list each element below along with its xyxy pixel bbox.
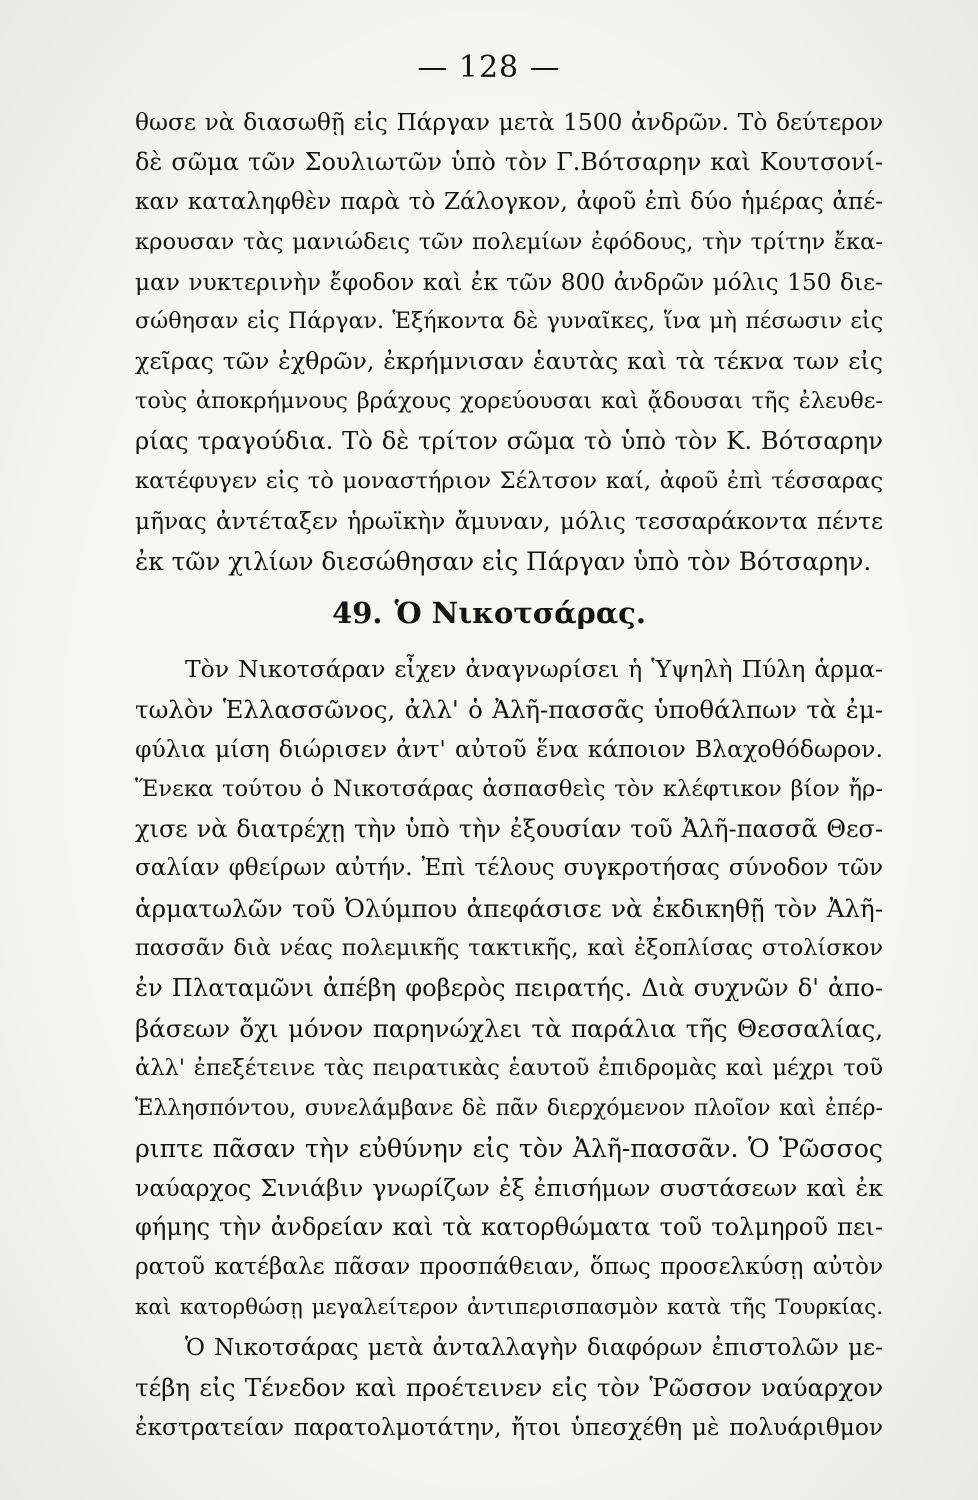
text-line: φήμης τὴν ἀνδρείαν καὶ τὰ κατορθώματα τοῦ τολμηροῦ πει-	[135, 1213, 883, 1242]
text-line: ἁρματωλῶν τοῦ Ὀλύμπου ἀπεφάσισε νὰ ἐκδικηθῇ τὸν Ἀλῆ-	[135, 894, 883, 924]
text-line: ἐκστρατείαν παρατολμοτάτην, ἤτοι ὑπεσχέθη μὲ πολυάριθμον	[135, 1413, 883, 1441]
text-line: τοὺς ἀποκρήμνους βράχους χορεύουσαι καὶ ᾄδουσαι τῆς ἐλευθε-	[135, 388, 883, 415]
text-line: τωλὸν Ἑλλασσῶνος, ἀλλ' ὁ Ἀλῆ-πασσᾶς ὑποθάλπων τὰ ἐμ-	[135, 694, 883, 724]
text-line: μαν νυκτερινὴν ἔφοδον καὶ ἐκ τῶν 800 ἀνδρῶν μόλις 150 διε-	[135, 268, 883, 296]
text-line: κρουσαν τὰς μανιώδεις τῶν πολεμίων ἐφόδους, τὴν τρίτην ἔκα-	[135, 228, 883, 255]
text-line: καν καταληφθὲν παρὰ τὸ Ζάλογκον, ἀφοῦ ἐπὶ δύο ἡμέρας ἀπέ-	[135, 188, 883, 215]
text-line: χισε νὰ διατρέχῃ τὴν ὑπὸ τὴν ἐξουσίαν τοῦ Ἀλῆ-πασσᾶ Θεσ-	[135, 814, 883, 843]
text-line: τέβη εἰς Τένεδον καὶ προέτεινεν εἰς τὸν Ῥῶσσον ναύαρχον	[135, 1373, 883, 1403]
text-line: φύλια μίση διώρισεν ἀντ' αὐτοῦ ἕνα κάποιον Βλαχοθόδωρον.	[135, 734, 883, 763]
text-line: Ὁ Νικοτσάρας μετὰ ἀνταλλαγὴν διαφόρων ἐπιστολῶν με-	[185, 1334, 883, 1362]
text-line: ριπτε πᾶσαν τὴν εὐθύνην εἰς τὸν Ἀλῆ-πασσᾶν. Ὁ Ῥῶσσος	[135, 1133, 883, 1163]
text-line: θωσε νὰ διασωθῇ εἰς Πάργαν μετὰ 1500 ἀνδρῶν. Τὸ δεύτερον	[135, 109, 883, 136]
text-line: μῆνας ἀντέταξεν ἡρωϊκὴν ἄμυναν, μόλις τεσσαράκοντα πέντε	[135, 507, 883, 535]
text-line: Ἑλλησπόντου, συνελάμβανε δὲ πᾶν διερχόμενον πλοῖον καὶ ἐπέρ-	[135, 1095, 883, 1121]
text-line: σώθησαν εἰς Πάργαν. Ἑξήκοντα δὲ γυναῖκες, ἵνα μὴ πέσωσιν εἰς	[135, 308, 883, 335]
text-line: ναύαρχος Σινιάβιν γνωρίζων ἐξ ἐπισήμων συστάσεων καὶ ἐκ	[135, 1173, 883, 1202]
page-number: — 128 —	[417, 50, 561, 85]
text-line: βάσεων ὄχι μόνον παρηνώχλει τὰ παράλια τῆς Θεσσαλίας,	[135, 1014, 883, 1044]
section-title: Ὁ Νικοτσάρας.	[394, 596, 646, 630]
text-line: καὶ κατορθώσῃ μεγαλείτερον ἀντιπερισπασμὸν κατὰ τῆς Τουρκίας.	[135, 1295, 883, 1321]
text-line: ρίας τραγούδια. Τὸ δὲ τρίτον σῶμα τὸ ὑπὸ τὸν Κ. Βότσαρην	[135, 427, 883, 456]
text-line: χεῖρας τῶν ἐχθρῶν, ἐκρήμνισαν ἑαυτὰς καὶ τὰ τέκνα των εἰς	[135, 347, 883, 376]
text-line: πασσᾶν διὰ νέας πολεμικῆς τακτικῆς, καὶ ἐξοπλίσας στολίσκον	[135, 935, 883, 962]
text-line: ἀλλ' ἐπεξέτεινε τὰς πειρατικὰς ἑαυτοῦ ἐπιδρομὰς καὶ μέχρι τοῦ	[135, 1054, 883, 1081]
paragraph-continued	[135, 103, 883, 582]
text-line: δὲ σῶμα τῶν Σουλιωτῶν ὑπὸ τὸν Γ.Βότσαρην καὶ Κουτσονί-	[135, 147, 883, 176]
section-heading	[0, 596, 978, 630]
text-line: ἐκ τῶν χιλίων διεσώθησαν εἰς Πάργαν ὑπὸ τὸν Βότσαρην.	[135, 546, 872, 576]
text-line: ἐν Πλαταμῶνι ἀπέβη φοβερὸς πειρατής. Διὰ συχνῶν δ' ἀπο-	[135, 974, 883, 1003]
section-number: 49.	[332, 596, 383, 630]
text-line: σαλίαν φθείρων αὐτήν. Ἐπὶ τέλους συγκροτήσας σύνοδον τῶν	[135, 855, 883, 882]
text-line: ρατοῦ κατέβαλε πᾶσαν προσπάθειαν, ὅπως προσελκύσῃ αὐτὸν	[135, 1254, 883, 1281]
section-body	[135, 650, 883, 1448]
text-line: κατέφυγεν εἰς τὸ μοναστήριον Σέλτσον καί, ἀφοῦ ἐπὶ τέσσαρας	[135, 468, 883, 495]
text-line: Τὸν Νικοτσάραν εἶχεν ἀναγνωρίσει ἡ Ὑψηλὴ Πύλη ἁρμα-	[185, 655, 883, 683]
text-line: Ἕνεκα τούτου ὁ Νικοτσάρας ἀσπασθεὶς τὸν κλέφτικον βίον ἤρ-	[135, 775, 883, 802]
